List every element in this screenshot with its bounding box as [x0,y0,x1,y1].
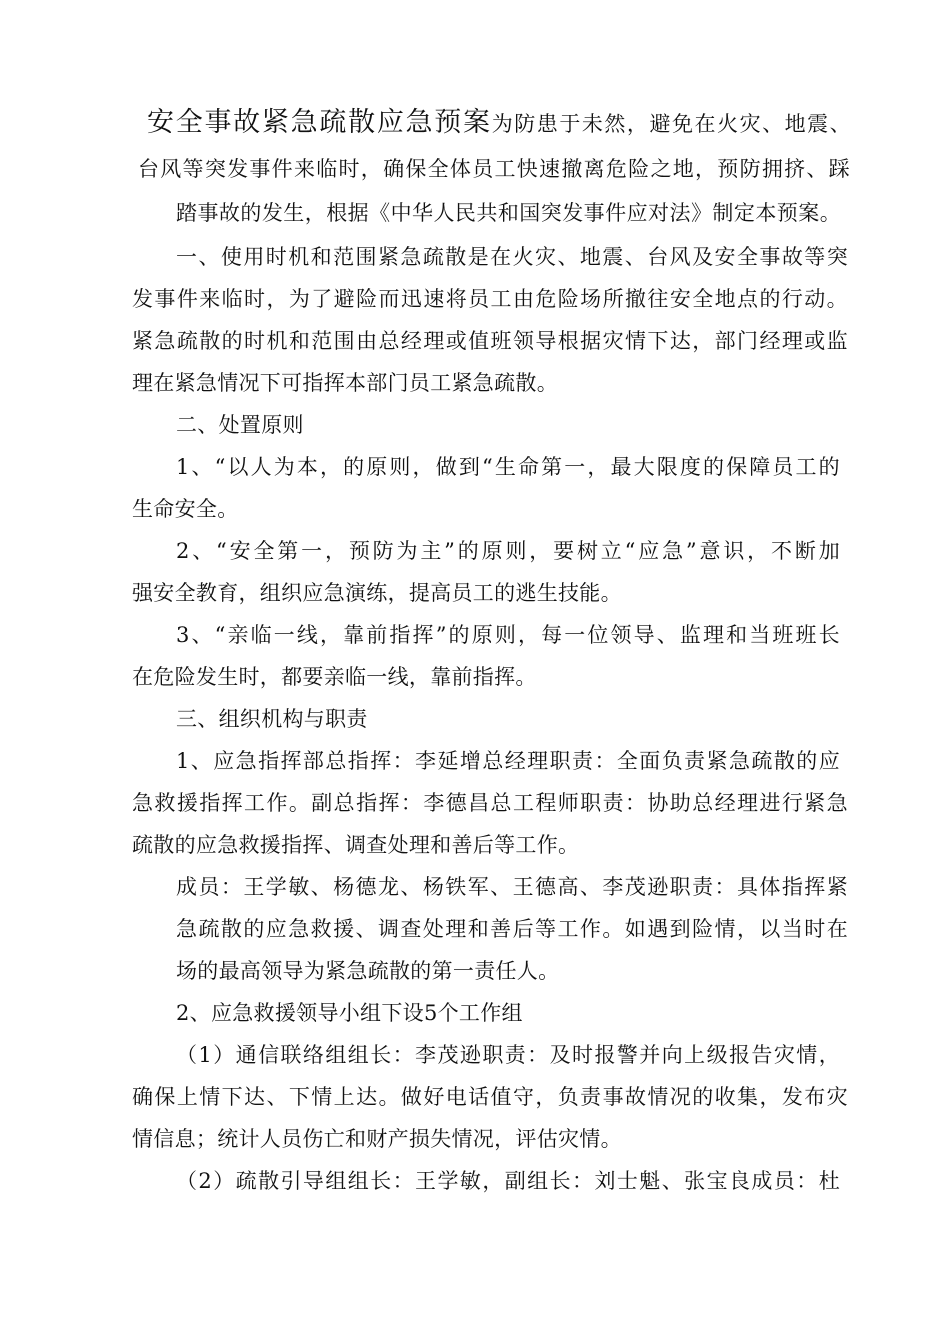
group1-line-3: 情信息；统计人员伤亡和财产损失情况，评估灾情。 [132,1127,622,1151]
group1-line-2: 确保上情下达、下情上达。做好电话值守，负责事故情况的收集，发布灾 [132,1085,848,1109]
org1-line-1: 1、应急指挥部总指挥：李延增总经理职责：全面负责紧急疏散的应 [176,749,840,773]
principle1-line-1: 1、“以人为本，的原则，做到“生命第一，最大限度的保障员工的 [176,455,840,479]
intro-line-2: 台风等突发事件来临时，确保全体员工快速撤离危险之地，预防拥挤、踩 [138,157,850,181]
title-line [147,108,851,139]
intro-line-3: 踏事故的发生，根据《中华人民共和国突发事件应对法》制定本预案。 [176,201,841,225]
section2-heading: 二、处置原则 [176,413,304,437]
section1-line-3: 紧急疏散的时机和范围由总经理或值班领导根据灾情下达，部门经理或监 [132,329,848,353]
group1-line-1: （1）通信联络组组长：李茂逊职责：及时报警并向上级报告灾情， [176,1043,840,1067]
principle2-line-2: 强安全教育，组织应急演练，提高员工的逃生技能。 [132,581,622,605]
members-line-2: 急疏散的应急救援、调查处理和善后等工作。如遇到险情，以当时在 [176,917,848,941]
group2-line-1: （2）疏散引导组组长：王学敏，副组长：刘士魁、张宝良成员：杜 [176,1169,840,1193]
section3-heading: 三、组织机构与职责 [176,707,368,731]
principle2-line-1: 2、“安全第一，预防为主”的原则，要树立“应急”意识，不断加 [176,539,840,563]
intro-line-1: 为防患于未然，避免在火灾、地震、 [491,112,851,136]
section1-line-4: 理在紧急情况下可指挥本部门员工紧急疏散。 [132,371,558,395]
members-line-3: 场的最高领导为紧急疏散的第一责任人。 [176,959,560,983]
document-title: 安全事故紧急疏散应急预案 [147,107,492,138]
principle1-line-2: 生命安全。 [132,497,239,521]
principle3-line-1: 3、“亲临一线，靠前指挥”的原则，每一位领导、监理和当班班长 [176,623,840,647]
principle3-line-2: 在危险发生时，都要亲临一线，靠前指挥。 [132,665,537,689]
section1-line-1: 一、使用时机和范围紧急疏散是在火灾、地震、台风及安全事故等突 [176,245,848,269]
section1-line-2: 发事件来临时，为了避险而迅速将员工由危险场所撤往安全地点的行动。 [132,287,848,311]
org1-line-2: 急救援指挥工作。副总指挥：李德昌总工程师职责：协助总经理进行紧急 [132,791,848,815]
members-line-1: 成员：王学敏、杨德龙、杨铁军、王德高、李茂逊职责：具体指挥紧 [176,875,848,899]
org1-line-3: 疏散的应急救援指挥、调查处理和善后等工作。 [132,833,580,857]
org2-heading: 2、应急救援领导小组下设5个工作组 [176,1001,523,1025]
